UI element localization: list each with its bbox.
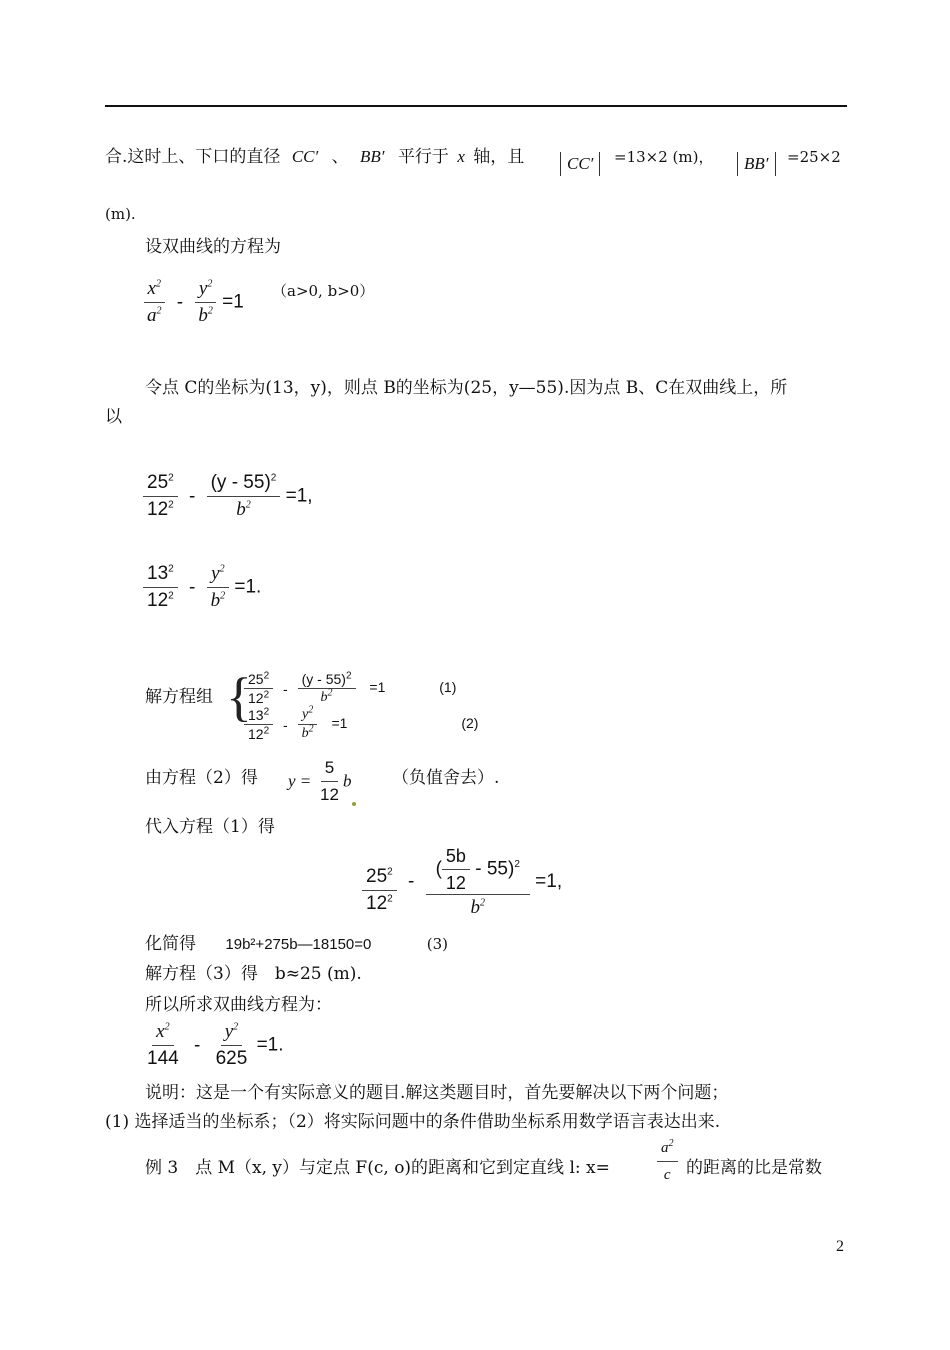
text: 、 [331,147,349,167]
mark-dot [352,802,356,806]
eq5-d2: 625 [215,1048,248,1069]
sys2-d: b [301,726,309,741]
paragraph-line-10: 所以所求双曲线方程为： [145,995,332,1015]
sys1-a: 25 [248,671,264,687]
text: 化简得 [145,934,196,954]
eq2-a: 25 [147,472,169,493]
paragraph-line-9: 解方程（3）得 b≈25 (m). [145,964,362,984]
paragraph-line-1 [105,146,524,168]
eq4-den: b [470,897,480,918]
eq1-den2: b [198,305,208,326]
paragraph-line-4: 令点 C的坐标为(13，y)，则点 B的坐标为(25，y—55).因为点 B、C在双曲线上，所 [145,378,788,398]
sys2-c: y [301,707,309,722]
sys1-d: b [320,690,328,705]
paragraph-line-11: 说明：这是一个有实际意义的题目.解这类题目时，首先要解决以下两个问题； [145,1083,729,1103]
sys1-c: (y - 55) [301,671,346,687]
y-eq: y = [288,771,312,791]
sys2-tag: (2) [461,715,479,732]
bb-value: =25×2 [787,148,841,166]
eq1-num1: x [147,278,156,299]
equation-final-hyperbola: $\frac{x^2}{144}$ - $\frac{y^2}{625}$ =1. [143,1021,284,1070]
eq5-n1: x [156,1021,165,1042]
paragraph-line-8 [145,933,448,956]
sys1-b: 12 [248,690,264,706]
paragraph-line-12: (1) 选择适当的坐标系；（2）将实际问题中的条件借助坐标系用数学语言表达出来. [105,1112,721,1132]
sys2-rhs: =1 [331,715,348,732]
equation-point-b: $\frac{25^2}{12^2}$ - $\frac{(y - 55)^2}{b^2}$ =1, [143,472,313,521]
eq1-rhs: =1 [222,291,244,313]
eq3-rhs: =1. [234,576,262,598]
eq2-d: b [236,499,246,520]
abs-value-bb: BB′ [737,152,776,176]
paragraph-line-6 [145,767,258,789]
eq5-d1: 144 [147,1048,179,1069]
eq4-d: 12 [445,873,466,893]
system-row-2: $\frac{13^2}{12^2}$ - $\frac{y^2}{b^2}$ =1 (2) [244,708,478,741]
eq2-b: 12 [147,499,169,520]
eq4-a: 25 [366,865,388,887]
text: 平行于 [397,147,449,167]
eq1-num2: y [198,278,208,299]
text: 例 3 点 M（x, y）与定点 F(c, o)的距离和它到定直线 l: x= [145,1158,610,1178]
eq2-rhs: =1, [285,485,313,507]
directrix-fraction: $\frac{a^2}{c}$ [657,1137,678,1186]
eq2-c: (y - 55) [210,472,271,493]
eq4-rhs: =1, [535,871,563,892]
eq4-b: 12 [366,892,388,914]
eq4-n: 5b [442,845,470,870]
y-den: 12 [320,785,339,804]
paragraph-line-13-end: 的距离的比是常数 [686,1158,822,1178]
directrix-den: c [663,1167,671,1183]
y-num: 5 [321,757,338,782]
eq5-n2: y [224,1021,234,1042]
abs-cc [560,152,600,176]
eq1-den1: a [147,305,157,326]
paragraph-line-2: (m). [105,205,136,223]
sys1-rhs: =1 [369,679,386,696]
page-number: 2 [836,1238,844,1255]
cc-value: =13×2 (m)， [614,148,714,166]
system-row-1: $\frac{25^2}{12^2}$ - $\frac{(y - 55)^2}{b^2}$ =1 (1) [244,672,456,705]
directrix-num: a [661,1140,669,1156]
sys2-a: 13 [248,707,264,723]
eq3-b: 12 [147,590,169,611]
system-label: 解方程组 [145,687,213,707]
eq1-condition: （a>0, b>0） [272,282,375,300]
eq3-d: b [210,590,221,611]
sys1-tag: (1) [439,679,457,696]
quadratic-equation: 19b²+275b—18150=0 [225,936,372,953]
eq5-rhs: =1. [256,1034,284,1056]
abs-bb [737,152,776,176]
negative-discarded: （负值舍去）. [392,768,500,788]
brace-icon: { [226,667,252,727]
header-rule [105,105,847,107]
equation-substituted: $\frac{25^2}{12^2}$ - ( $\frac{5b}{12}$ - 55)$^2$ $b^2$ =1, [362,845,562,919]
eq-tag-3: (3) [426,935,449,953]
text: 合.这时上、下口的直径 [105,147,281,167]
math-x: x [457,147,465,166]
paragraph-line-13 [145,1157,610,1179]
equation-point-c: $\frac{13^2}{12^2}$ - $\frac{y^2}{b^2}$ =1. [143,563,261,612]
paragraph-line-3: 设双曲线的方程为 [145,237,281,257]
sys2-b: 12 [248,726,264,742]
text: 由方程（2）得 [145,768,258,788]
text: 轴，且 [473,147,525,167]
eq3-c: y [211,563,220,584]
abs-value-cc: CC′ [560,152,600,176]
y-b: b [342,771,352,791]
math-bb: BB′ [360,147,385,166]
equation-hyperbola-general: $\frac{x^2}{a^2}$ - $\frac{y^2}{b^2}$ =1 [143,278,244,327]
eq4-minus: - 55) [475,858,515,880]
eq3-a: 13 [147,563,169,584]
equation-y-solution [288,757,356,806]
math-cc: CC′ [291,147,319,166]
paragraph-line-5: 以 [105,407,122,427]
paragraph-line-7: 代入方程（1）得 [145,817,275,837]
